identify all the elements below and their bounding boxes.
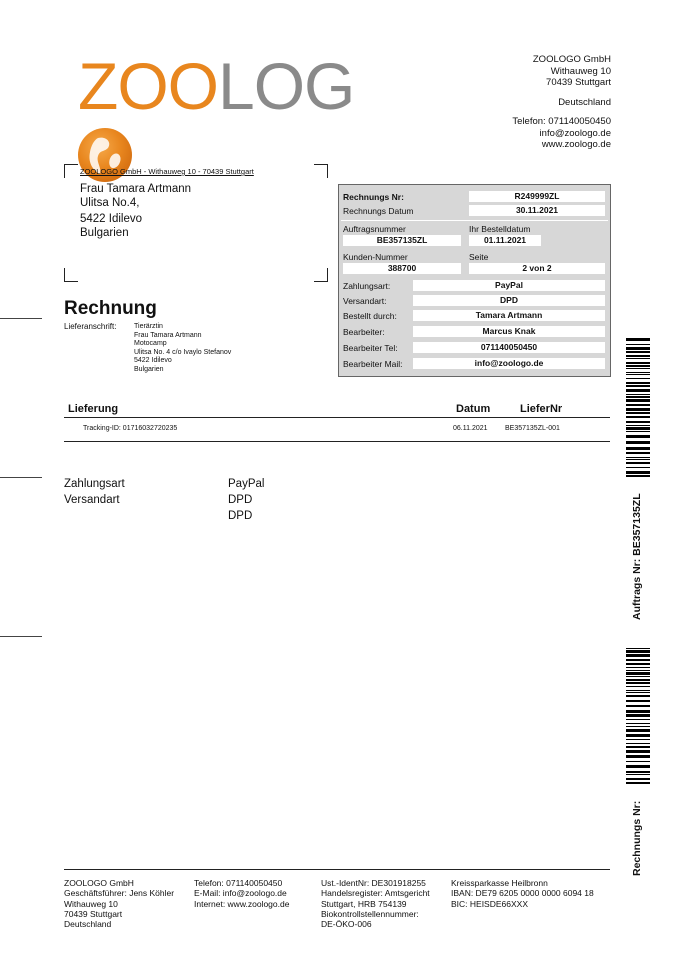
barcode-bar — [626, 663, 650, 665]
barcode-bar — [626, 679, 650, 681]
order-date-value: 01.11.2021 — [469, 235, 541, 246]
invoice-info-box — [338, 184, 611, 377]
barcode-bar — [626, 441, 650, 444]
barcode-bar — [626, 452, 650, 454]
shipping-label: Versandart — [64, 494, 120, 506]
barcode-bar — [626, 746, 650, 748]
barcode-bar — [626, 705, 650, 707]
payment-method-label: Zahlungsart: — [343, 281, 391, 291]
shipping-value: DPD — [228, 510, 253, 522]
barcode-bar — [626, 686, 650, 687]
barcode-bar — [626, 382, 650, 384]
barcode-bar — [626, 650, 650, 653]
ordered-by-label: Bestellt durch: — [343, 311, 397, 321]
clerk-phone-label: Bearbeiter Tel: — [343, 343, 398, 353]
barcode-bar — [626, 338, 650, 341]
footer-contact — [194, 878, 289, 909]
delivery-number-header: LieferNr — [520, 403, 563, 415]
footer-text: Deutschland — [64, 919, 112, 930]
footer-legal — [321, 878, 430, 929]
footer-company — [64, 878, 174, 929]
barcode-bar — [626, 416, 650, 418]
shipping-value: DPD — [228, 494, 253, 506]
barcode-bar — [626, 374, 650, 375]
delivery-header: Lieferung — [68, 403, 119, 415]
company-name: ZOOLOGO GmbH — [532, 54, 611, 65]
footer-text: Kreissparkasse Heilbronn — [451, 878, 548, 888]
page-label: Seite — [469, 252, 489, 262]
barcode-bar — [626, 372, 650, 373]
barcode-bar — [626, 344, 650, 345]
recipient-address — [80, 182, 191, 240]
barcode-bar — [626, 719, 650, 720]
footer-bank — [451, 878, 594, 909]
recipient-line: Bulgarien — [80, 227, 129, 239]
company-country: Deutschland — [558, 96, 611, 108]
barcode-bar — [626, 365, 650, 367]
clerk-mail-value: info@zoologo.de — [413, 358, 605, 369]
barcode-bar — [626, 734, 650, 737]
barcode-bar — [626, 358, 650, 359]
date-header: Datum — [456, 403, 491, 415]
invoice-barcode-label: Rechnungs Nr: — [631, 800, 643, 876]
barcode-bar — [626, 761, 650, 762]
barcode-bar — [626, 654, 650, 657]
barcode-bar — [626, 412, 650, 414]
footer-text: IBAN: DE79 6205 0000 0000 6094 18 — [451, 888, 594, 899]
barcode-bar — [626, 755, 650, 758]
ordered-by-value: Tamara Artmann — [413, 310, 605, 321]
barcode-bar — [626, 408, 650, 411]
barcode-bar — [626, 778, 650, 780]
address-corner-mark — [64, 268, 78, 282]
fold-mark — [0, 477, 42, 478]
barcode-bar — [626, 475, 650, 477]
fold-mark — [0, 318, 42, 319]
payment-value: PayPal — [228, 478, 265, 490]
barcode-bar — [626, 347, 650, 350]
order-barcode — [626, 338, 650, 478]
barcode-bar — [626, 467, 650, 468]
delivery-address-label: Lieferanschrift: — [64, 322, 117, 331]
invoice-date-value: 30.11.2021 — [469, 205, 605, 216]
order-number-label: Auftragsnummer — [343, 224, 406, 234]
barcode-bar — [626, 404, 650, 406]
barcode-bar — [626, 765, 650, 768]
delivery-table-header — [64, 402, 610, 418]
barcode-bar — [626, 447, 650, 450]
invoice-barcode — [626, 648, 650, 788]
delivery-address-line: 5422 Idilevo — [134, 357, 172, 365]
customer-number-label: Kunden-Nummer — [343, 252, 408, 262]
barcode-bar — [626, 396, 650, 398]
delivery-address-line: Frau Tamara Artmann — [134, 331, 202, 339]
barcode-bar — [626, 676, 650, 677]
delivery-address-line: Bulgarien — [134, 365, 164, 373]
company-header — [512, 54, 611, 151]
payment-label: Zahlungsart — [64, 478, 125, 490]
footer-text: DE-ÖKO-006 — [321, 919, 372, 930]
shipping-method-value: DPD — [413, 295, 605, 306]
footer-divider — [64, 869, 610, 870]
barcode-bar — [626, 692, 650, 693]
company-street: Withauweg 10 — [550, 65, 611, 77]
barcode-bar — [626, 750, 650, 753]
tracking-id: Tracking-ID: 01716032720235 — [83, 425, 178, 432]
order-number-value: BE357135ZL — [343, 235, 461, 246]
barcode-bar — [626, 667, 650, 668]
clerk-phone-value: 071140050450 — [413, 342, 605, 353]
shipping-method-label: Versandart: — [343, 296, 387, 306]
barcode-bar — [626, 774, 650, 775]
invoice-date-label: Rechnungs Datum — [343, 206, 414, 216]
logo-text-zoo: ZOO — [78, 49, 218, 123]
barcode-bar — [626, 771, 650, 773]
order-date-label: Ihr Bestelldatum — [469, 224, 531, 234]
barcode-bar — [626, 362, 650, 364]
barcode-bar — [626, 435, 650, 438]
footer-text: Ust.-IdentNr: DE301918255 — [321, 878, 426, 888]
footer-text: BIC: HEISDE66XXX — [451, 898, 529, 909]
clerk-value: Marcus Knak — [413, 326, 605, 337]
sender-line: ZOOLOGO GmbH - Withauweg 10 - 70439 Stuttgart — [80, 167, 254, 176]
barcode-bar — [626, 471, 650, 474]
barcode-bar — [626, 670, 650, 671]
barcode-bar — [626, 389, 650, 392]
payment-method-value: PayPal — [413, 280, 605, 291]
invoice-number-value: R249999ZL — [469, 191, 605, 202]
footer-text: Geschäftsführer: Jens Köhler — [64, 888, 175, 899]
recipient-line: Ulitsa No.4, — [80, 197, 140, 209]
barcode-bar — [626, 743, 650, 744]
company-email[interactable]: info@zoologo.de — [539, 127, 611, 139]
payment-labels — [64, 476, 125, 508]
delivery-address-line: Ulitsa No. 4 c/o Ivaylo Stefanov — [134, 348, 232, 356]
barcode-bar — [626, 739, 650, 740]
barcode-bar — [626, 459, 650, 460]
document-title: Rechnung — [64, 298, 157, 319]
footer-text: Stuttgart, HRB 754139 — [321, 898, 407, 909]
barcode-bar — [626, 682, 650, 684]
address-corner-mark — [314, 164, 328, 178]
barcode-bar — [626, 726, 650, 727]
barcode-bar — [626, 385, 650, 387]
table-row — [64, 418, 610, 442]
footer-text[interactable]: E-Mail: info@zoologo.de — [194, 888, 287, 899]
barcode-bar — [626, 399, 650, 402]
barcode-bar — [626, 648, 650, 649]
footer-text: 70439 Stuttgart — [64, 908, 123, 919]
payment-values — [228, 476, 264, 524]
delivery-number: BE357135ZL-001 — [505, 425, 560, 432]
page-value: 2 von 2 — [469, 263, 605, 274]
barcode-bar — [626, 690, 650, 691]
clerk-mail-label: Bearbeiter Mail: — [343, 359, 403, 369]
barcode-bar — [626, 695, 650, 697]
footer-text: Withauweg 10 — [64, 898, 118, 909]
barcode-bar — [626, 355, 650, 357]
recipient-line: Frau Tamara Artmann — [80, 183, 192, 195]
barcode-bar — [626, 672, 650, 675]
barcode-bar — [626, 700, 650, 702]
company-phone: Telefon: 071140050450 — [512, 116, 611, 127]
fold-mark — [0, 636, 42, 637]
footer-text: Handelsregister: Amtsgericht — [321, 888, 430, 899]
barcode-bar — [626, 425, 650, 426]
footer-text: Biokontrollstellennummer: — [321, 908, 419, 919]
barcode-bar — [626, 714, 650, 717]
barcode-bar — [626, 421, 650, 423]
barcode-bar — [626, 431, 650, 432]
barcode-bar — [626, 457, 650, 458]
customer-number-value: 388700 — [343, 263, 461, 274]
footer-text[interactable]: Internet: www.zoologo.de — [194, 898, 290, 909]
company-logo — [78, 49, 398, 123]
company-web[interactable]: www.zoologo.de — [541, 139, 611, 150]
recipient-line: 5422 Idilevo — [80, 213, 143, 225]
barcode-bar — [626, 710, 650, 713]
barcode-bar — [626, 729, 650, 732]
delivery-address-line: Tierärztin — [134, 323, 163, 330]
barcode-bar — [626, 351, 650, 353]
delivery-date: 06.11.2021 — [453, 425, 488, 432]
invoice-number-label: Rechnungs Nr: — [343, 192, 404, 202]
barcode-bar — [626, 394, 650, 395]
logo-text-log: LOG — [218, 49, 355, 123]
barcode-bar — [626, 659, 650, 661]
footer-text: ZOOLOGO GmbH — [64, 878, 134, 888]
barcode-bar — [626, 368, 650, 369]
address-corner-mark — [64, 164, 78, 178]
barcode-bar — [626, 782, 650, 784]
barcode-bar — [626, 723, 650, 724]
barcode-bar — [626, 378, 650, 379]
clerk-label: Bearbeiter: — [343, 327, 385, 337]
delivery-address-line: Motocamp — [134, 340, 167, 348]
barcode-bar — [626, 427, 650, 430]
address-corner-mark — [314, 268, 328, 282]
delivery-address — [134, 323, 231, 375]
order-barcode-label: Auftrags Nr: BE357135ZL — [631, 493, 643, 620]
barcode-bar — [626, 462, 650, 464]
company-city: 70439 Stuttgart — [546, 77, 611, 88]
footer-text: Telefon: 071140050450 — [194, 878, 283, 888]
